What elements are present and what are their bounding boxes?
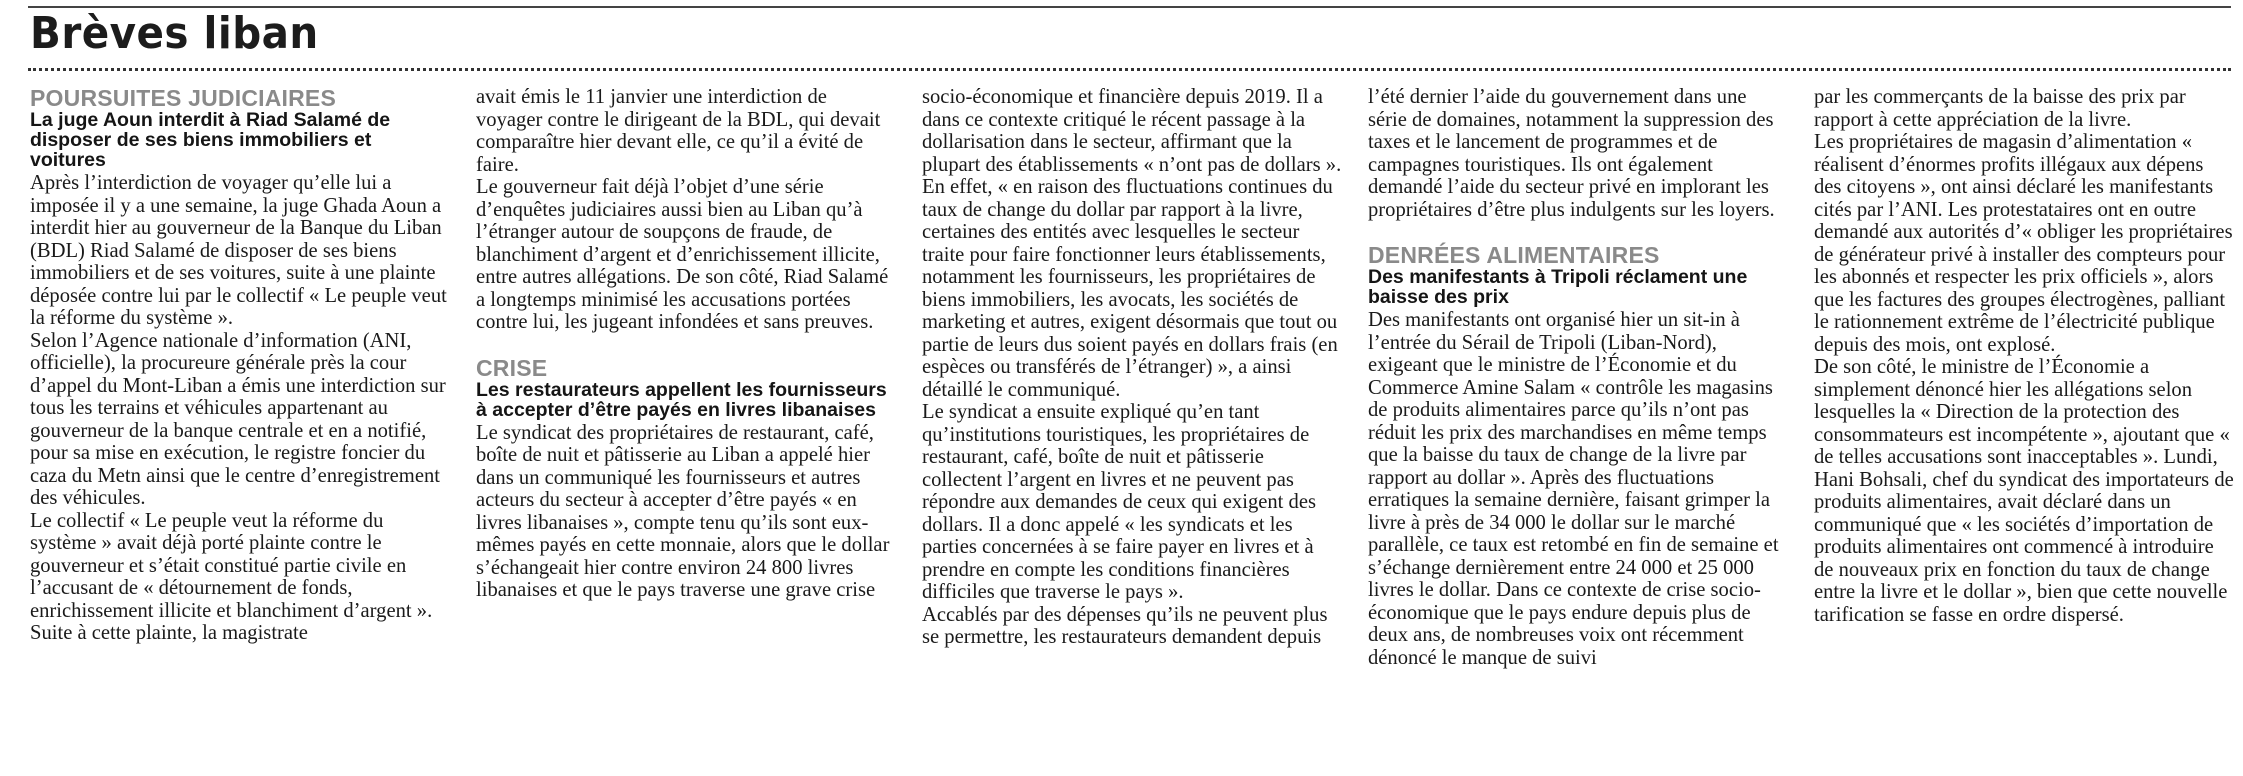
article-1-paragraph: Après l’interdiction de voyager qu’elle lui a imposée il y a une semaine, la juge Ghada Aoun a interdit hier au gouverneur de la Banque du Liban (BDL) Riad Salamé de disposer de ses biens immobiliers et de ses voitures, suite à une plainte déposée contre lui par le collectif « Le peuple veut la réforme du système ». — [30, 172, 447, 329]
column-2 — [476, 86, 896, 602]
page-title: Brèves liban — [30, 8, 319, 59]
article-1-rubric: POURSUITES JUDICIAIRES — [30, 85, 337, 111]
article-3-paragraph: par les commerçants de la baisse des prix par rapport à cette appréciation de la livre. — [1814, 86, 2186, 131]
column-1 — [30, 86, 450, 645]
article-3-paragraph: Des manifestants ont organisé hier un sit-in à l’entrée du Sérail de Tripoli (Liban-Nord), exigeant que le ministre de l’Économie et du Commerce Amine Salam « contrôle les magasins de produits alimentaires parce qu’ils n’ont pas réduit les prix des marchandises en même temps que la baisse du taux de change de la livre par rapport au dollar ». Après des fluctuations erratiques la semaine dernière, faisant grimper la livre à près de 34 000 le dollar sur le marché parallèle, ce taux est retombé en fin de semaine et s’échange dernièrement entre 24 000 et 25 000 livres le dollar. Dans ce contexte de crise socio-économique que le pays endure depuis plus de deux ans, de nombreuses voix ont récemment dénoncé le manque de suivi — [1368, 309, 1779, 669]
article-3-headline: Des manifestants à Tripoli réclament une baisse des prix — [1368, 266, 1748, 308]
column-3 — [922, 86, 1342, 649]
dotted-divider — [28, 68, 2231, 71]
article-2-headline: Les restaurateurs appellent les fournisseurs à accepter d’être payés en livres libanaises — [476, 378, 887, 421]
article-3-paragraph: De son côté, le ministre de l’Économie a simplement dénoncé hier les allégations selon lesquelles la « Direction de la protection des consommateurs est incompétente », ajoutant que « de telles accusations sont inacceptables ». Lundi, Hani Bohsali, chef du syndicat des importateurs de produits alimentaires, avait déclaré dans un communiqué que « les sociétés d’importation de produits alimentaires ont commencé à introduire de nouveaux prix en fonction du taux de change entre la livre et le dollar », bien que cette nouvelle tarification se fasse en ordre dispersé. — [1814, 356, 2234, 626]
column-4 — [1368, 86, 1788, 669]
article-3-rubric: DENRÉES ALIMENTAIRES — [1368, 242, 1660, 268]
article-1-paragraph: Le collectif « Le peuple veut la réforme du système » avait déjà porté plainte contre le gouverneur et s’était constitué partie civile en l’accusant de « détournement de fonds, enrichissement illicite et blanchiment d’argent ». Suite à cette plainte, la magistrate — [30, 509, 433, 644]
article-2-paragraph: Le syndicat des propriétaires de restaurant, café, boîte de nuit et pâtisserie au Liban a appelé hier dans un communiqué les fournisseurs et autres acteurs du secteur à accepter d’être payés « en livres libanaises », compte tenu qu’ils sont eux-mêmes payés en cette monnaie, alors que le dollar s’échangeait hier contre environ 24 800 livres libanaises et que le pays traverse une grave crise — [476, 421, 890, 601]
article-2-paragraph: Le syndicat a ensuite expliqué qu’en tant qu’institutions touristiques, les propriétaires de restaurant, café, boîte de nuit et pâtisserie collectent l’argent en livres et ne peuvent pas répondre aux demandes de ceux qui exigent des dollars. Il a donc appelé « les syndicats et les parties concernées à se faire payer en livres et à prendre en compte les conditions financières difficiles que traverse le pays ». — [922, 401, 1316, 603]
article-2-rubric: CRISE — [476, 354, 548, 381]
article-2-paragraph: socio-économique et financière depuis 2019. Il a dans ce contexte critiqué le récent passage à la dollarisation dans le secteur, affirmant que la plupart des établissements « n’ont pas de dollars ». En effet, « en raison des fluctuations continues du taux de change du dollar par rapport à la livre, certaines des entités avec lesquelles le secteur traite pour faire fonctionner leurs établissements, notamment les fournisseurs, les propriétaires de biens immobiliers, les avocats, les sociétés de marketing et autres, exigent désormais que tout ou partie de leurs dus soient payés en dollars frais (en espèces ou transférés de l’étranger) », a ainsi détaillé le communiqué. — [922, 86, 1342, 401]
article-1-paragraph: Selon l’Agence nationale d’information (ANI, officielle), la procureure générale près la cour d’appel du Mont-Liban a émis une interdiction sur tous les terrains et véhicules appartenant au gouverneur de la banque centrale et en a notifié, pour sa mise en exécution, le registre foncier du caza du Metn ainsi que le centre d’enregistrement des véhicules. — [30, 329, 446, 509]
article-1-paragraph: avait émis le 11 janvier une interdiction de voyager contre le dirigeant de la BDL, qui devait comparaître hier devant elle, ce qu’il a évité de faire. — [476, 86, 881, 176]
article-3-paragraph: Les propriétaires de magasin d’alimentation « réalisent d’énormes profits illégaux aux dépens des citoyens », ont ainsi déclaré les manifestants cités par l’ANI. Les protestataires ont en outre demandé aux autorités d’« obliger les propriétaires de générateur privé à installer des compteurs pour les abonnés et respecter les prix officiels », alors que les factures des groupes électrogènes, palliant le rationnement extrême de l’électricité publique depuis des mois, ont explosé. — [1814, 131, 2233, 356]
top-rule — [28, 6, 2231, 8]
article-1-paragraph: Le gouverneur fait déjà l’objet d’une série d’enquêtes judiciaires aussi bien au Liban qu’à l’étranger autour de soupçons de fraude, de blanchiment d’argent et d’enrichissement illicite, entre autres allégations. De son côté, Riad Salamé a longtemps minimisé les accusations portées contre lui, les jugeant infondées et sans preuves. — [476, 176, 889, 333]
column-5 — [1814, 86, 2234, 626]
article-1-headline: La juge Aoun interdit à Riad Salamé de disposer de ses biens immobiliers et voitures — [30, 109, 391, 171]
article-2-paragraph: Accablés par des dépenses qu’ils ne peuvent plus se permettre, les restaurateurs demandent depuis — [922, 603, 1328, 648]
article-2-paragraph: l’été dernier l’aide du gouvernement dans une série de domaines, notamment la suppression des taxes et le lancement de programmes et de campagnes touristiques. Ils ont également demandé l’aide du secteur privé en implorant les propriétaires d’être plus indulgents sur les loyers. — [1368, 86, 1775, 221]
